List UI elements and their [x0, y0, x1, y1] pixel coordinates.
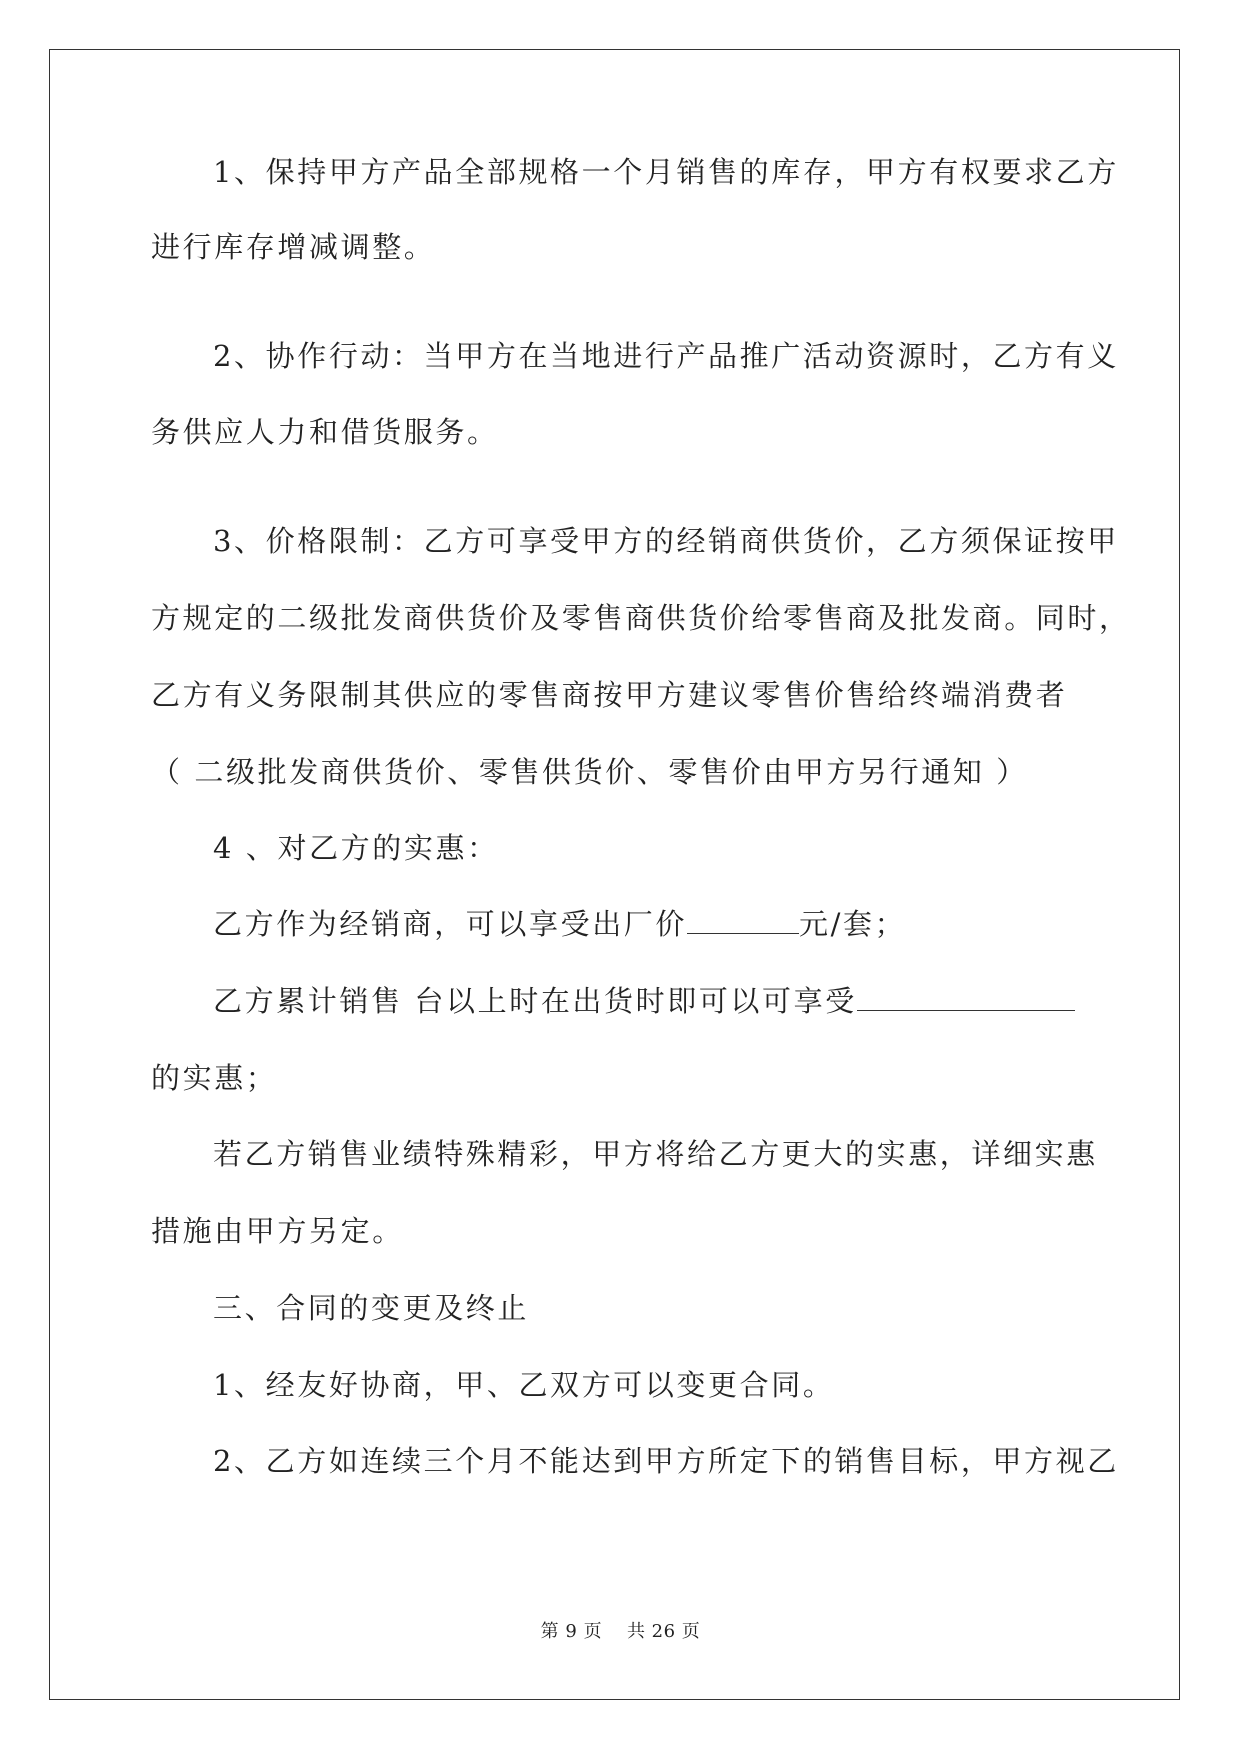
paragraph-line: 乙方有义务限制其供应的零售商按甲方建议零售价售给终端消费者	[151, 678, 1068, 712]
paragraph-line: 务供应人力和借货服务。	[151, 415, 499, 449]
paragraph-line: 进行库存增减调整。	[151, 230, 436, 264]
price-line	[213, 907, 907, 941]
section-heading: 三、合同的变更及终止	[213, 1291, 530, 1325]
paragraph-line: 1、经友好协商，甲、乙双方可以变更合同。	[213, 1368, 835, 1402]
sales-line-text: 乙方累计销售 台以上时在出货时即可以可享受	[213, 984, 857, 1018]
paragraph-line: 措施由甲方另定。	[151, 1214, 404, 1248]
paragraph-line: 方规定的二级批发商供货价及零售商供货价给零售商及批发商。同时，	[151, 601, 1131, 635]
paragraph-line: 2、乙方如连续三个月不能达到甲方所定下的销售目标，甲方视乙	[213, 1444, 1119, 1478]
paragraph-line: （ 二级批发商供货价、零售供货价、零售价由甲方另行通知 ）	[151, 755, 1028, 789]
paragraph-line: 3、价格限制：乙方可享受甲方的经销商供货价，乙方须保证按甲	[213, 524, 1119, 558]
paragraph-line: 的实惠；	[151, 1061, 278, 1095]
page-number-footer: 第 9 页 共 26 页	[540, 1621, 701, 1642]
paragraph-line: 若乙方销售业绩特殊精彩，甲方将给乙方更大的实惠，详细实惠	[213, 1137, 1098, 1171]
paragraph-line: 2、协作行动：当甲方在当地进行产品推广活动资源时，乙方有义	[213, 339, 1119, 373]
sales-line	[213, 984, 1075, 1018]
price-blank	[687, 911, 799, 934]
discount-blank	[857, 988, 1075, 1011]
paragraph-line: 1、保持甲方产品全部规格一个月销售的库存，甲方有权要求乙方	[213, 155, 1119, 189]
price-line-unit: 元/套；	[799, 907, 907, 941]
price-line-text: 乙方作为经销商，可以享受出厂价	[213, 907, 688, 941]
paragraph-line: 4 、对乙方的实惠：	[213, 831, 499, 865]
